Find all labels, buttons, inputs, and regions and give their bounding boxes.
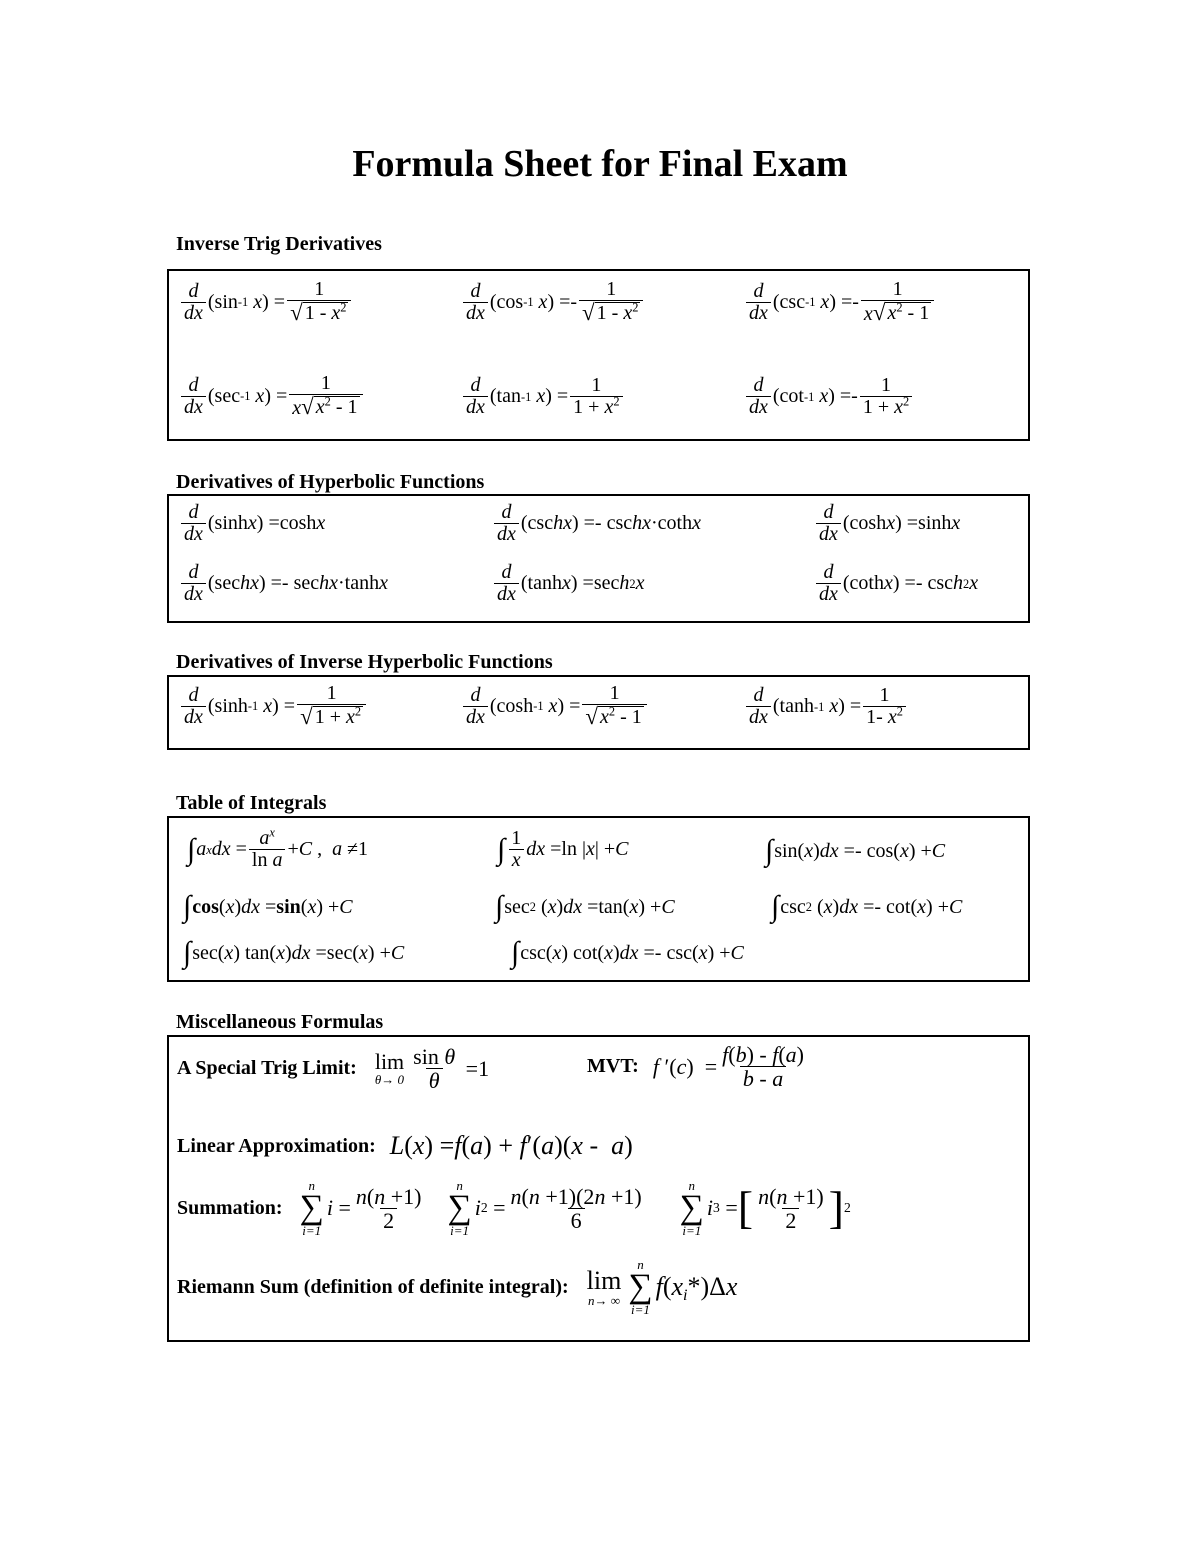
formula-int-cos: ∫ cos ( x ) dx = sin ( x ) + C — [183, 890, 353, 923]
formula-trig-limit: A Special Trig Limit: lim θ→ 0 $\frac{\text{sin θ}}{\theta}$ =1 — [177, 1044, 490, 1094]
misc-box — [167, 1035, 1030, 1342]
formula-int-csc-cot: ∫ csc( x ) cot( x ) dx =- csc( x ) + C — [511, 936, 744, 969]
formula-int-exponential: ∫ a x dx = $\frac{a^x}{\text{ln a}}$ + C , a ≠1 — [187, 825, 369, 871]
formula-int-sin: ∫ sin( x ) dx =- cos( x ) + C — [765, 834, 946, 867]
formula-linear-approximation: Linear Approximation: L(x) =f(a) + f′(a)(x - a) — [177, 1131, 633, 1160]
formula-d-arccot: $\frac{d}{dx}$ (cot -1 x ) =- $\frac{1}{1 + x^2}$ — [744, 375, 914, 418]
formula-d-sinh: $\frac{d}{dx}$ (sinh x ) =cosh x — [179, 502, 325, 545]
label-linear: Linear Approximation: — [177, 1134, 376, 1157]
hyperbolic-box — [167, 494, 1030, 623]
label-trig-limit: A Special Trig Limit: — [177, 1057, 357, 1080]
formula-d-arccosh: $\frac{d}{dx}$ (cosh -1 x ) = 1 √ $x^2 - 1$ — [461, 683, 649, 729]
formula-int-reciprocal: ∫ $\frac{1}{x}$ dx =ln | x | + C — [497, 827, 629, 871]
formula-d-arcsinh: $\frac{d}{dx}$ (sinh -1 x ) = 1 √ $1 + x^2$ — [179, 683, 368, 729]
formula-d-arcsec: $\frac{d}{dx}$ (sec -1 x ) = 1 x √ $x^2 - 1$ — [179, 373, 365, 419]
label-riemann: Riemann Sum (definition of definite integral): — [177, 1275, 569, 1298]
formula-d-sech: $\frac{d}{dx}$ (sec hx ) =- sec hx ·tanh x — [179, 562, 388, 605]
formula-d-arcsin: $\frac{d}{dx}$ (sin -1 x ) = 1 √ $1 - x^2$ — [179, 279, 353, 325]
section-heading-integrals: Table of Integrals — [176, 792, 327, 814]
page-title: Formula Sheet for Final Exam — [352, 143, 848, 185]
section-heading-hyperbolic: Derivatives of Hyperbolic Functions — [176, 471, 485, 493]
formula-summation: Summation: n ∑ i=1 i = $\frac{n(n +1)}{2}$ n ∑ i=1 i 2 = $\frac{n(n +1)(2n +1)}{6}$ n ∑ i=1 i 3 = [ $\frac{n(n +1)}{2}$ ] 2 — [177, 1178, 851, 1238]
formula-d-arccos: $\frac{d}{dx}$ (cos -1 x ) =- 1 √ $1 - x^2$ — [461, 279, 645, 325]
formula-d-arccsc: $\frac{d}{dx}$ (csc -1 x ) =- 1 x √ $x^2 - 1$ — [744, 279, 936, 325]
inverse-trig-box — [167, 269, 1030, 441]
formula-d-arctanh: $\frac{d}{dx}$ (tanh -1 x ) = $\frac{1}{1- x^2}$ — [744, 685, 908, 728]
formula-mvt: MVT: f ′( c ) = $\frac{f(b) - f(a)}{b - a}$ — [587, 1042, 804, 1092]
formula-int-sec-tan: ∫ sec( x ) tan( x ) dx =sec( x ) + C — [183, 936, 405, 969]
formula-d-csch: $\frac{d}{dx}$ (csc hx ) =- csc hx ·coth x — [492, 502, 701, 545]
inverse-hyperbolic-box — [167, 675, 1030, 750]
section-heading-inverse-trig: Inverse Trig Derivatives — [176, 233, 382, 255]
section-heading-inverse-hyperbolic: Derivatives of Inverse Hyperbolic Functions — [176, 651, 553, 673]
formula-d-coth: $\frac{d}{dx}$ (coth x ) =- csc h 2 x — [814, 562, 978, 605]
integrals-box — [167, 816, 1030, 982]
formula-int-csc-squared: ∫ csc 2 ( x ) dx =- cot( x ) + C — [771, 890, 963, 923]
section-heading-misc: Miscellaneous Formulas — [176, 1011, 384, 1033]
formula-d-arctan: $\frac{d}{dx}$ (tan -1 x ) = $\frac{1}{1 + x^2}$ — [461, 375, 625, 418]
label-summation: Summation: — [177, 1196, 283, 1219]
label-mvt: MVT: — [587, 1055, 639, 1078]
formula-riemann-sum: Riemann Sum (definition of definite integral): lim n→ ∞ n ∑ i=1 $f(x_i*)\Delta x$ — [177, 1257, 738, 1317]
formula-d-tanh: $\frac{d}{dx}$ (tanh x ) =sec h 2 x — [492, 562, 644, 605]
formula-d-cosh: $\frac{d}{dx}$ (cosh x ) =sinh x — [814, 502, 960, 545]
formula-int-sec-squared: ∫ sec 2 ( x ) dx =tan( x ) + C — [495, 890, 675, 923]
